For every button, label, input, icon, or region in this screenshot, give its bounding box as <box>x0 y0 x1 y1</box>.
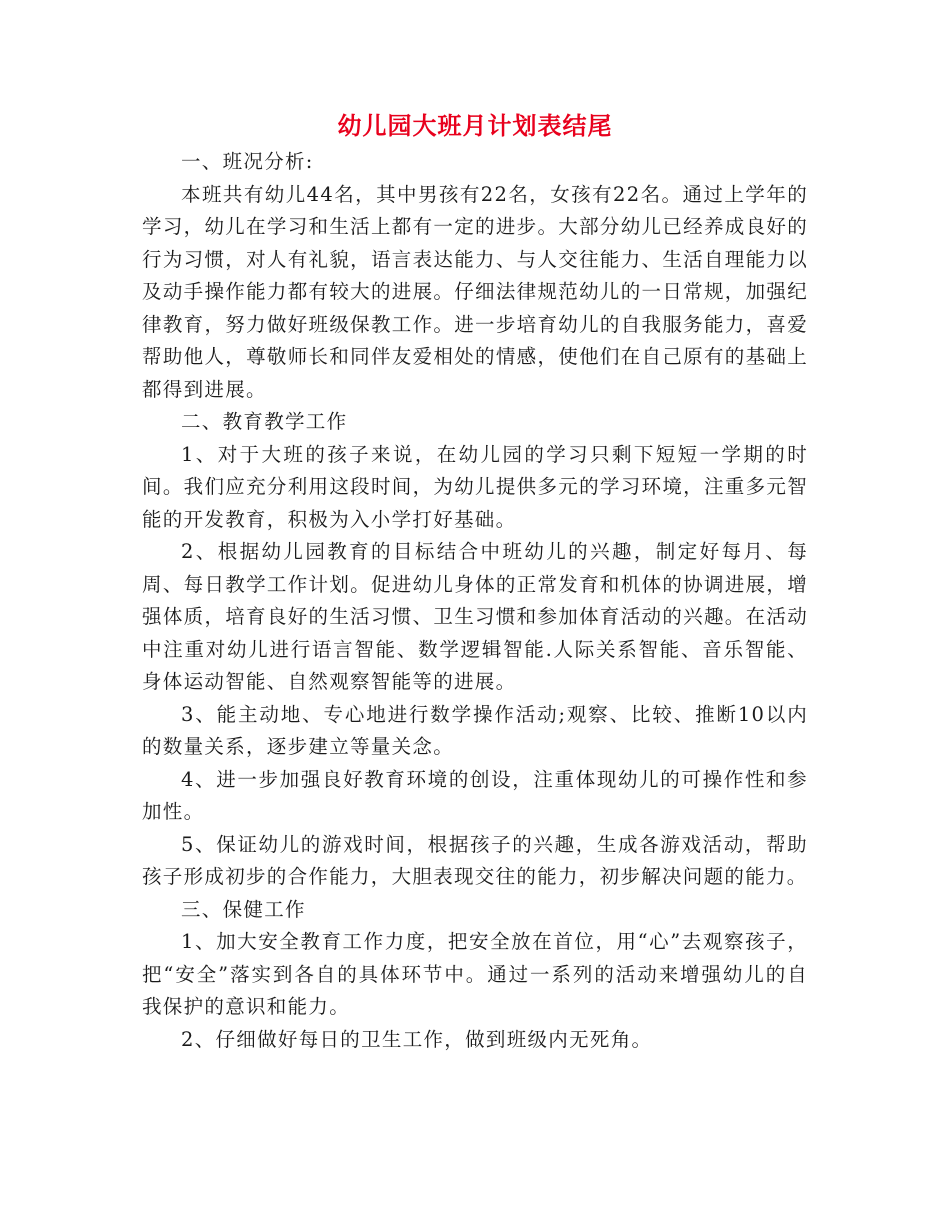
paragraph-teaching-item-4: 4、进一步加强良好教育环境的创设，注重体现幼儿的可操作性和参加性。 <box>142 767 808 823</box>
paragraph-health-item-1: 1、加大安全教育工作力度，把安全放在首位，用“心”去观察孩子，把“安全”落实到各自的具体环节中。通过一系列的活动来增强幼儿的自我保护的意识和能力。 <box>142 930 808 1018</box>
paragraph-health-item-2: 2、仔细做好每日的卫生工作，做到班级内无死角。 <box>181 1027 653 1051</box>
paragraph-teaching-item-5: 5、保证幼儿的游戏时间，根据孩子的兴趣，生成各游戏活动，帮助孩子形成初步的合作能力，大胆表现交往的能力，初步解决问题的能力。 <box>142 832 808 888</box>
paragraph-teaching-item-2: 2、根据幼儿园教育的目标结合中班幼儿的兴趣，制定好每月、每周、每日教学工作计划。促进幼儿身体的正常发育和机体的协调进展，增强体质，培育良好的生活习惯、卫生习惯和参加体育活动的兴趣。在活动中注重对幼儿进行语言智能、数学逻辑智能.人际关系智能、音乐智能、身体运动智能、自然观察智能等的进展。 <box>142 540 808 693</box>
document-body <box>142 146 808 1056</box>
paragraph-teaching-item-1: 1、对于大班的孩子来说，在幼儿园的学习只剩下短短一学期的时间。我们应充分利用这段时间，为幼儿提供多元的学习环境，注重多元智能的开发教育，积极为入小学打好基础。 <box>142 442 808 531</box>
section-heading-situation: 一、班况分析: <box>181 150 314 173</box>
paragraph-teaching-item-3: 3、能主动地、专心地进行数学操作活动;观察、比较、推断10以内的数量关系，逐步建立等量关念。 <box>142 702 808 758</box>
paragraph-class-situation: 本班共有幼儿44名，其中男孩有22名，女孩有22名。通过上学年的学习，幼儿在学习和生活上都有一定的进步。大部分幼儿已经养成良好的行为习惯，对人有礼貌，语言表达能力、与人交往能力、生活自理能力以及动手操作能力都有较大的进展。仔细法律规范幼儿的一日常规，加强纪律教育，努力做好班级保教工作。进一步培育幼儿的自我服务能力，喜爱帮助他人，尊敬师长和同伴友爱相处的情感，使他们在自己原有的基础上都得到进展。 <box>142 182 808 401</box>
section-heading-teaching: 二、教育教学工作 <box>181 410 348 433</box>
document-title: 幼儿园大班月计划表结尾 <box>337 111 613 140</box>
section-heading-health: 三、保健工作 <box>181 897 306 921</box>
